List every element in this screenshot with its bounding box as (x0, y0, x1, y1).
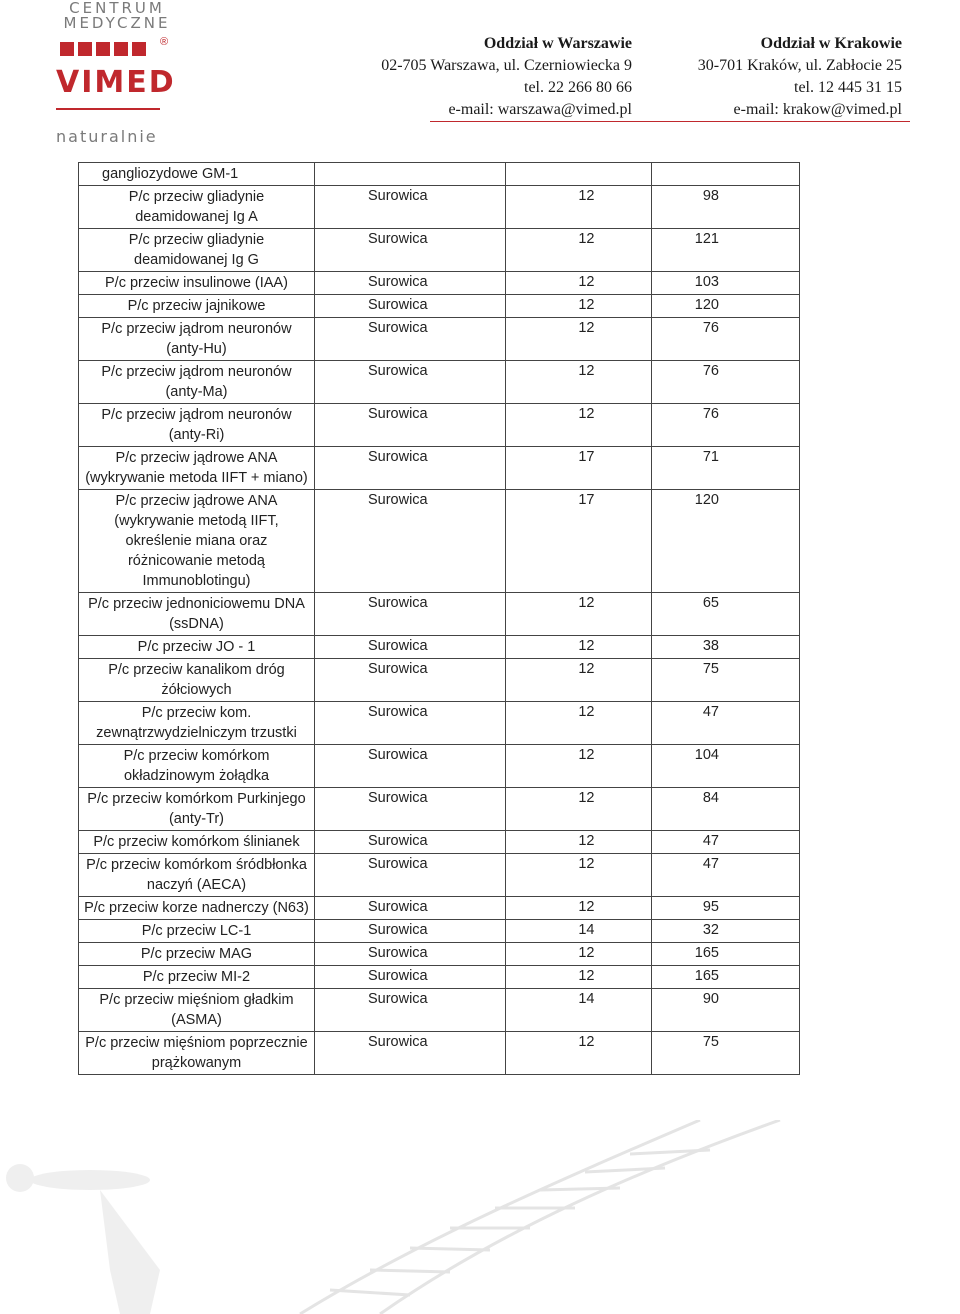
days-cell: 12 (506, 1032, 652, 1075)
price-cell: 120 (652, 295, 800, 318)
material-cell: Surowica (314, 272, 505, 295)
test-name-cell: P/c przeciw insulinowe (IAA) (79, 272, 315, 295)
price-cell: 103 (652, 272, 800, 295)
logo-line-medyczne: MEDYCZNE (63, 14, 171, 32)
logo-mark-icon (56, 36, 160, 64)
days-cell: 12 (506, 745, 652, 788)
price-cell: 95 (652, 897, 800, 920)
days-cell (506, 163, 652, 186)
price-cell: 65 (652, 593, 800, 636)
table-row (79, 989, 800, 1032)
test-name-cell: P/c przeciw MI-2 (79, 966, 315, 989)
material-cell: Surowica (314, 318, 505, 361)
material-cell: Surowica (314, 593, 505, 636)
material-cell: Surowica (314, 920, 505, 943)
material-cell: Surowica (314, 404, 505, 447)
days-cell: 12 (506, 966, 652, 989)
days-cell: 12 (506, 295, 652, 318)
material-cell: Surowica (314, 659, 505, 702)
branch-phone: tel. 12 445 31 15 (794, 79, 902, 96)
test-name-cell: P/c przeciw komórkom okładzinowym żołądka (79, 745, 315, 788)
price-cell: 98 (652, 186, 800, 229)
material-cell: Surowica (314, 186, 505, 229)
test-name-cell: P/c przeciw mięśniom gładkim (ASMA) (79, 989, 315, 1032)
table-row (79, 831, 800, 854)
logo-divider (56, 108, 160, 110)
table-row (79, 593, 800, 636)
days-cell: 12 (506, 229, 652, 272)
test-name-cell: P/c przeciw gliadynie deamidowanej Ig A (79, 186, 315, 229)
test-name-cell: P/c przeciw JO - 1 (79, 636, 315, 659)
price-cell: 47 (652, 854, 800, 897)
table-row (79, 745, 800, 788)
material-cell: Surowica (314, 295, 505, 318)
table-row (79, 186, 800, 229)
days-cell: 12 (506, 272, 652, 295)
table-row (79, 295, 800, 318)
material-cell: Surowica (314, 943, 505, 966)
days-cell: 12 (506, 636, 652, 659)
test-name-cell: P/c przeciw komórkom ślinianek (79, 831, 315, 854)
table-row (79, 636, 800, 659)
days-cell: 12 (506, 897, 652, 920)
days-cell: 12 (506, 361, 652, 404)
table-row (79, 272, 800, 295)
test-name-cell: P/c przeciw jądrowe ANA (wykrywanie metodą IIFT, określenie miana oraz różnicowanie metodą Immunoblotingu) (79, 490, 315, 593)
price-cell (652, 163, 800, 186)
material-cell: Surowica (314, 447, 505, 490)
test-name-cell: P/c przeciw kom. zewnątrzwydzielniczym trzustki (79, 702, 315, 745)
material-cell: Surowica (314, 897, 505, 920)
table-row (79, 1032, 800, 1075)
material-cell: Surowica (314, 361, 505, 404)
table-row (79, 702, 800, 745)
days-cell: 12 (506, 702, 652, 745)
days-cell: 14 (506, 989, 652, 1032)
branch-krakow (698, 33, 902, 121)
branch-address: 30-701 Kraków, ul. Zabłocie 25 (697, 57, 902, 74)
days-cell: 12 (506, 788, 652, 831)
price-cell: 90 (652, 989, 800, 1032)
price-cell: 165 (652, 966, 800, 989)
test-name-cell: P/c przeciw jądrom neuronów (anty-Ri) (79, 404, 315, 447)
price-cell: 76 (652, 361, 800, 404)
table-row (79, 447, 800, 490)
test-name-cell: P/c przeciw jednoniciowemu DNA (ssDNA) (79, 593, 315, 636)
material-cell: Surowica (314, 788, 505, 831)
price-cell: 32 (652, 920, 800, 943)
test-name-cell: P/c przeciw komórkom śródbłonka naczyń (AECA) (79, 854, 315, 897)
branch-phone: tel. 22 266 80 66 (524, 79, 632, 96)
branch-warszawa (381, 33, 632, 121)
branch-email: e-mail: warszawa@vimed.pl (448, 101, 632, 118)
branch-name: Oddział w Krakowie (760, 35, 902, 52)
table-row (79, 163, 800, 186)
material-cell: Surowica (314, 966, 505, 989)
test-name-cell: P/c przeciw komórkom Purkinjego (anty-Tr) (79, 788, 315, 831)
table-row (79, 854, 800, 897)
price-cell: 104 (652, 745, 800, 788)
table-row (79, 966, 800, 989)
test-name-cell: P/c przeciw MAG (79, 943, 315, 966)
test-name-cell: P/c przeciw korze nadnerczy (N63) (79, 897, 315, 920)
table-row (79, 943, 800, 966)
header-divider (430, 121, 910, 122)
days-cell: 12 (506, 854, 652, 897)
days-cell: 12 (506, 943, 652, 966)
material-cell: Surowica (314, 854, 505, 897)
days-cell: 14 (506, 920, 652, 943)
days-cell: 12 (506, 186, 652, 229)
days-cell: 17 (506, 490, 652, 593)
test-price-table (78, 162, 800, 1075)
table-row (79, 490, 800, 593)
days-cell: 12 (506, 831, 652, 854)
test-name-cell: P/c przeciw kanalikom dróg żółciowych (79, 659, 315, 702)
price-cell: 76 (652, 318, 800, 361)
registered-mark: ® (160, 36, 169, 48)
table-row (79, 788, 800, 831)
price-cell: 38 (652, 636, 800, 659)
branch-name: Oddział w Warszawie (483, 35, 632, 52)
table-row (79, 404, 800, 447)
material-cell: Surowica (314, 1032, 505, 1075)
test-name-cell: P/c przeciw LC-1 (79, 920, 315, 943)
test-name-cell: P/c przeciw jądrowe ANA (wykrywanie metoda IIFT + miano) (79, 447, 315, 490)
vimed-logo (52, 0, 182, 150)
material-cell: Surowica (314, 702, 505, 745)
dna-watermark (0, 1120, 960, 1314)
price-cell: 120 (652, 490, 800, 593)
price-cell: 71 (652, 447, 800, 490)
material-cell: Surowica (314, 831, 505, 854)
price-cell: 76 (652, 404, 800, 447)
test-name-cell: gangliozydowe GM-1 (79, 163, 315, 186)
price-cell: 75 (652, 1032, 800, 1075)
table-row (79, 318, 800, 361)
price-cell: 165 (652, 943, 800, 966)
price-cell: 121 (652, 229, 800, 272)
table-row (79, 920, 800, 943)
days-cell: 12 (506, 659, 652, 702)
days-cell: 12 (506, 318, 652, 361)
test-name-cell: P/c przeciw jajnikowe (79, 295, 315, 318)
material-cell: Surowica (314, 745, 505, 788)
days-cell: 17 (506, 447, 652, 490)
price-cell: 47 (652, 702, 800, 745)
material-cell: Surowica (314, 989, 505, 1032)
test-name-cell: P/c przeciw gliadynie deamidowanej Ig G (79, 229, 315, 272)
logo-brand: VIMED (56, 65, 176, 100)
test-name-cell: P/c przeciw jądrom neuronów (anty-Hu) (79, 318, 315, 361)
table-row (79, 361, 800, 404)
material-cell (314, 163, 505, 186)
days-cell: 12 (506, 404, 652, 447)
logo-line-centrum: CENTRUM (69, 0, 165, 17)
material-cell: Surowica (314, 490, 505, 593)
material-cell: Surowica (314, 636, 505, 659)
logo-subline: naturalnie (56, 127, 158, 146)
branch-email: e-mail: krakow@vimed.pl (733, 101, 902, 118)
test-name-cell: P/c przeciw jądrom neuronów (anty-Ma) (79, 361, 315, 404)
price-cell: 84 (652, 788, 800, 831)
table-row (79, 897, 800, 920)
material-cell: Surowica (314, 229, 505, 272)
days-cell: 12 (506, 593, 652, 636)
test-name-cell: P/c przeciw mięśniom poprzecznie prążkowanym (79, 1032, 315, 1075)
price-cell: 47 (652, 831, 800, 854)
table-row (79, 659, 800, 702)
price-cell: 75 (652, 659, 800, 702)
branch-address: 02-705 Warszawa, ul. Czerniowiecka 9 (381, 57, 632, 74)
table-row (79, 229, 800, 272)
